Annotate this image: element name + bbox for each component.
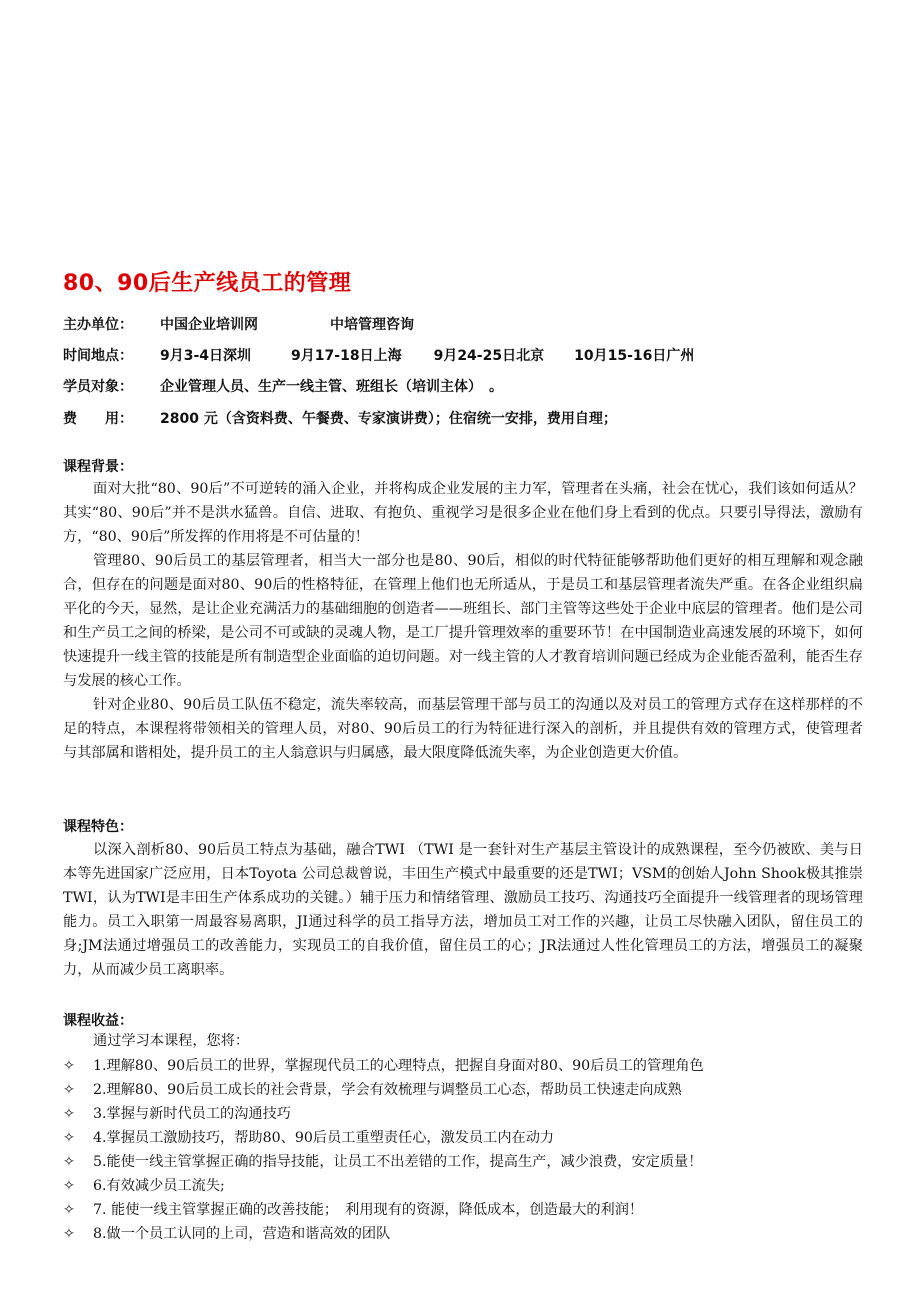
diamond-bullet-icon: ✧ [63,1202,75,1218]
features-paragraph: 以深入剖析80、90后员工特点为基础，融合TWI （TWI 是一套针对生产基层主管设计的成熟课程，至今仍被欧、美与日本等先进国家广泛应用，日本Toyota 公司总裁曾说，丰田生产模式中最重要的还是TWI；VSM的创始人John Shook极其推崇TWI，认为TWI是丰田生产体系成功的关键。）辅于压力和情绪管理、激励员工技巧、沟通技巧全面提升一线管理者的现场管理能力。员工入职第一周最容易离职，JI通过科学的员工指导方法，增加员工对工作的兴趣，让员工尽快融入团队，留住员工的身;JM法通过增强员工的改善能力，实现员工的自我价值，留住员工的心；JR法通过人性化管理员工的方法，增强员工的凝聚力，从而减少员工离职率。 [63,842,863,978]
diamond-bullet-icon: ✧ [63,1106,75,1122]
diamond-bullet-icon: ✧ [63,1082,75,1098]
audience-row [63,376,863,396]
background-paragraph-2: 管理80、90后员工的基层管理者，相当大一部分也是80、90后，相似的时代特征能够帮助他们更好的相互理解和观念融合，但存在的问题是面对80、90后的性格特征，在管理上他们也无所适从，于是员工和基层管理者流失严重。在各企业组织扁平化的今天，显然，是让企业充满活力的基础细胞的创造者——班组长、部门主管等这些处于企业中底层的管理者。他们是公司和生产员工之间的桥梁，是公司不可或缺的灵魂人物，是工厂提升管理效率的重要环节！在中国制造业高速发展的环境下，如何快速提升一线主管的技能是所有制造型企业面临的迫切问题。对一线主管的人才教育培训问题已经成为企业能否盈利，能否生存与发展的核心工作。 [63,553,863,689]
list-item: ✧ 3.掌握与新时代员工的沟通技巧 [63,1102,863,1126]
benefits-heading: 课程收益： [63,1013,133,1029]
background-heading: 课程背景： [63,459,133,475]
organizer-2: 中培管理咨询 [330,317,414,333]
list-item: ✧ 2.理解80、90后员工成长的社会背景，学会有效梳理与调整员工心态，帮助员工快速走向成熟 [63,1078,863,1102]
time-3: 9月24-25日北京 [433,348,545,364]
time-1: 9月3-4日深圳 [160,348,252,364]
list-item: ✧ 1.理解80、90后员工的世界，掌握现代员工的心理特点，把握自身面对80、90后员工的管理角色 [63,1054,863,1078]
list-item: ✧ 5.能使一线主管掌握正确的指导技能，让员工不出差错的工作，提高生产，减少浪费，安定质量！ [63,1150,863,1174]
fee-label: 费 用： [63,411,133,427]
audience-value: 企业管理人员、生产一线主管、班组长（培训主体） 。 [160,379,503,395]
list-item: ✧ 7. 能使一线主管掌握正确的改善技能； 利用现有的资源，降低成本，创造最大的利润！ [63,1198,863,1222]
background-paragraph-1: 面对大批“80、90后”不可逆转的涌入企业，并将构成企业发展的主力军，管理者在头痛，社会在忧心，我们该如何适从？其实“80、90后”并不是洪水猛兽。自信、进取、有抱负、重视学习是很多企业在他们身上看到的优点。只要引导得法，激励有方，“80、90后”所发挥的作用将是不可估量的！ [63,481,863,545]
list-item: ✧ 4.掌握员工激励技巧，帮助80、90后员工重塑责任心，激发员工内在动力 [63,1126,863,1150]
time-row [63,345,863,365]
time-label: 时间地点： [63,348,133,364]
organizer-row [63,314,863,334]
time-4: 10月15-16日广州 [574,348,695,364]
features-heading: 课程特色： [63,819,133,835]
diamond-bullet-icon: ✧ [63,1154,75,1170]
diamond-bullet-icon: ✧ [63,1058,75,1074]
diamond-bullet-icon: ✧ [63,1178,75,1194]
list-item: ✧ 6.有效减少员工流失; [63,1174,863,1198]
fee-value: 2800 元（含资料费、午餐费、专家演讲费）；住宿统一安排，费用自理； [160,411,617,427]
course-title: 80、90后生产线员工的管理 [63,271,352,296]
benefits-intro: 通过学习本课程，您将： [93,1033,250,1049]
benefits-list [63,1054,863,1246]
organizer-label: 主办单位： [63,317,133,333]
organizer-1: 中国企业培训网 [160,317,258,333]
list-item: ✧ 8.做一个员工认同的上司，营造和谐高效的团队 [63,1222,863,1246]
time-2: 9月17-18日上海 [291,348,402,364]
background-paragraph-3: 针对企业80、90后员工队伍不稳定，流失率较高，而基层管理干部与员工的沟通以及对员工的管理方式存在这样那样的不足的特点，本课程将带领相关的管理人员，对80、90后员工的行为特征进行深入的剖析，并且提供有效的管理方式，使管理者与其部属和谐相处，提升员工的主人翁意识与归属感，最大限度降低流失率，为企业创造更大价值。 [63,697,863,761]
diamond-bullet-icon: ✧ [63,1226,75,1242]
audience-label: 学员对象： [63,379,133,395]
diamond-bullet-icon: ✧ [63,1130,75,1146]
fee-row [63,408,863,428]
